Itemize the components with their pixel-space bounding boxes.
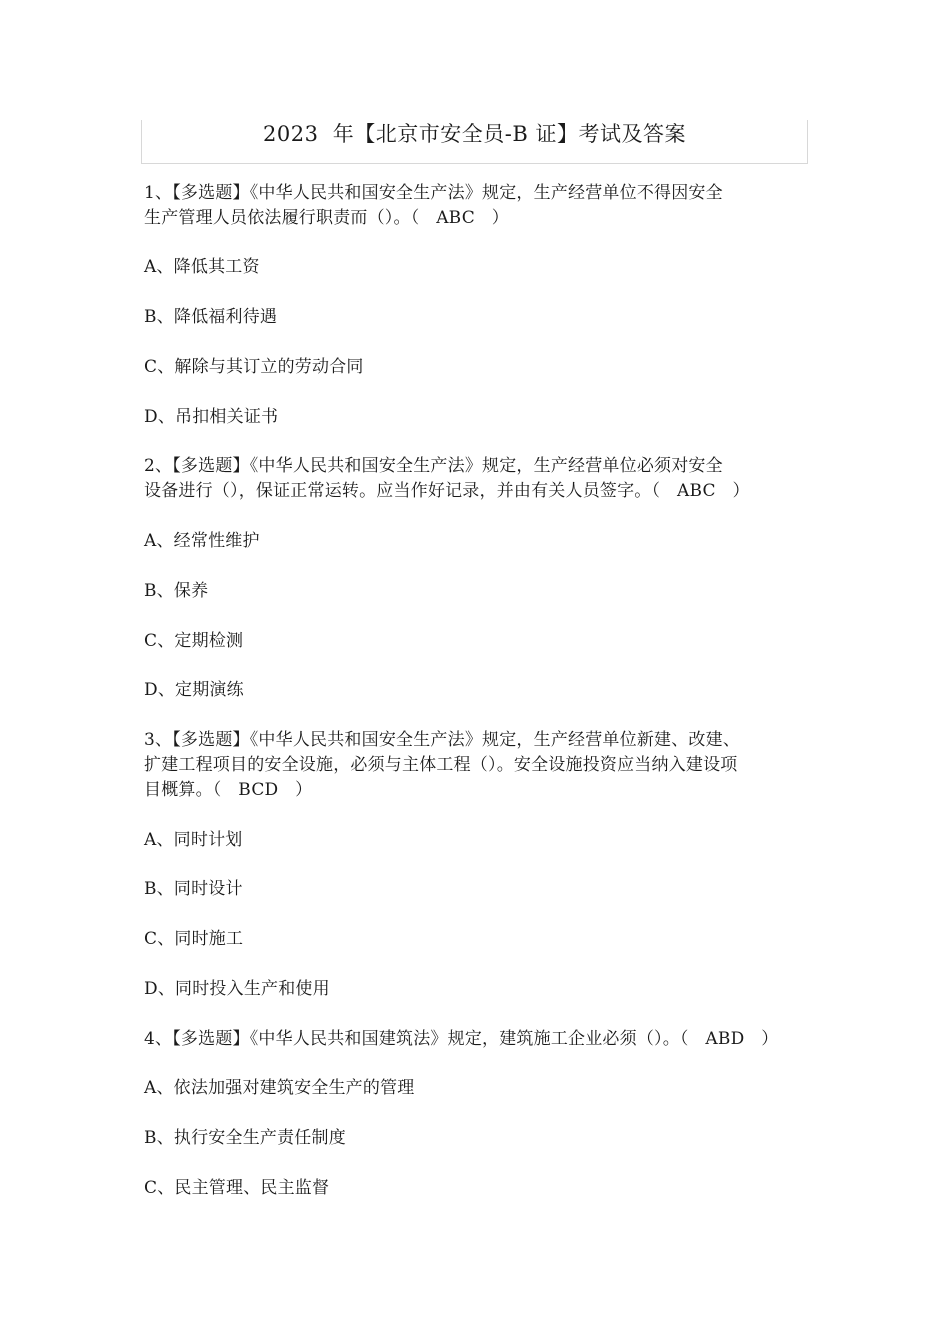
question-4-option-a: A、依法加强对建筑安全生产的管理: [144, 1078, 415, 1098]
question-4-option-b: B、执行安全生产责任制度: [144, 1128, 346, 1148]
question-1-option-b: B、降低福利待遇: [144, 307, 278, 327]
question-4-line-1: 4、【多选题】《中华人民共和国建筑法》规定，建筑施工企业必须（）。（ ABD ）: [144, 1029, 779, 1049]
question-3-option-c: C、同时施工: [144, 929, 244, 949]
document-title: 2023 年【北京市安全员-B 证】考试及答案: [263, 122, 686, 146]
question-2-line-1: 2、【多选题】《中华人民共和国安全生产法》规定，生产经营单位必须对安全: [144, 456, 723, 476]
question-1-option-a: A、降低其工资: [144, 257, 260, 277]
question-2-option-d: D、定期演练: [144, 680, 244, 700]
question-2-option-a: A、经常性维护: [144, 531, 260, 551]
question-3-line-1: 3、【多选题】《中华人民共和国安全生产法》规定，生产经营单位新建、改建、: [144, 730, 741, 750]
question-3-option-a: A、同时计划: [144, 830, 243, 850]
question-3-line-3: 目概算。（ BCD ）: [144, 780, 313, 800]
question-2-line-2: 设备进行（），保证正常运转。应当作好记录，并由有关人员签字。（ ABC ）: [144, 481, 750, 501]
question-4-option-c: C、民主管理、民主监督: [144, 1178, 330, 1198]
question-1-line-2: 生产管理人员依法履行职责而（）。（ ABC ）: [144, 208, 509, 228]
title-box: [141, 120, 808, 164]
question-1-option-d: D、吊扣相关证书: [144, 407, 279, 427]
question-3-option-d: D、同时投入生产和使用: [144, 979, 330, 999]
question-2-option-b: B、保养: [144, 581, 209, 601]
question-3-option-b: B、同时设计: [144, 879, 243, 899]
question-3-line-2: 扩建工程项目的安全设施，必须与主体工程（）。安全设施投资应当纳入建设项: [144, 755, 738, 775]
question-2-option-c: C、定期检测: [144, 631, 244, 651]
question-1-option-c: C、解除与其订立的劳动合同: [144, 357, 364, 377]
question-1-line-1: 1、【多选题】《中华人民共和国安全生产法》规定，生产经营单位不得因安全: [144, 183, 723, 203]
